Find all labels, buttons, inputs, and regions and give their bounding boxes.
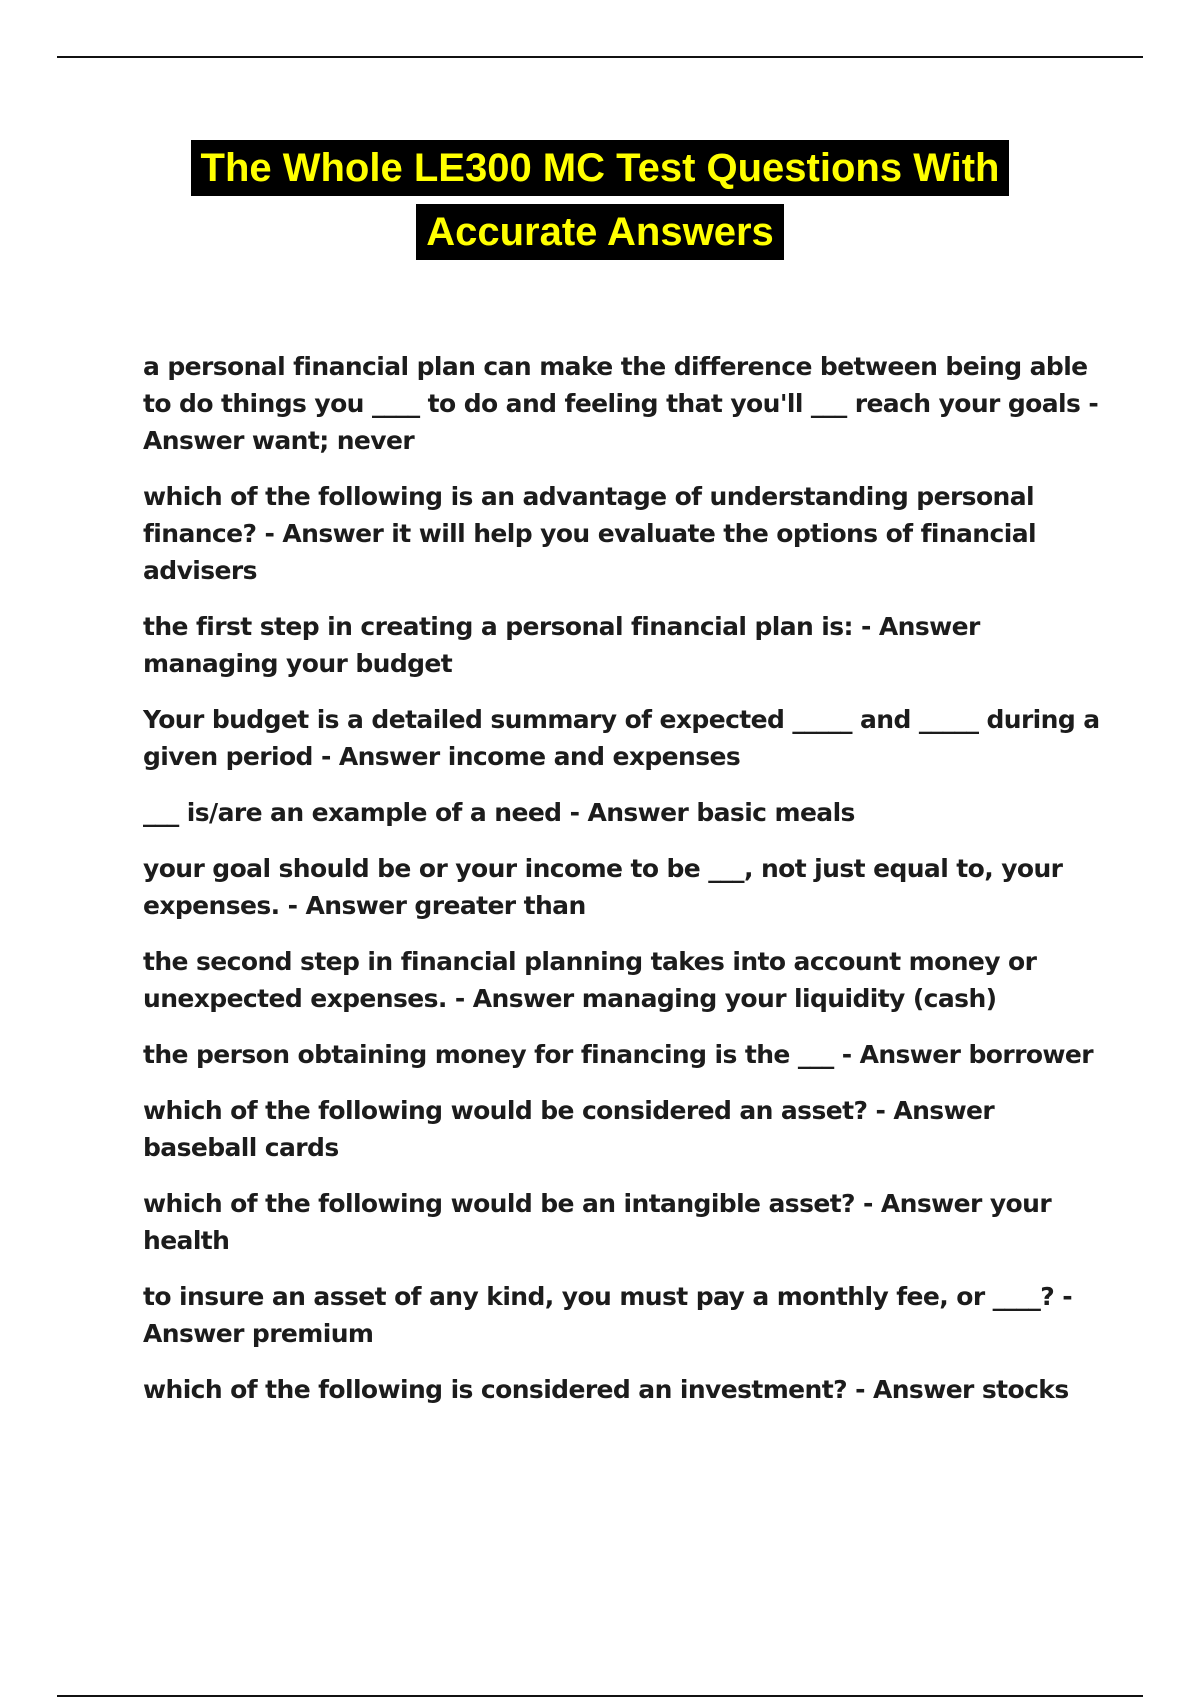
qa-item: which of the following would be an intangible asset? - Answer your health xyxy=(143,1189,1052,1255)
qa-item: the second step in financial planning takes into account money or unexpected expenses. - Answer managing your liquidity (cash) xyxy=(143,947,1037,1013)
title-line-1: The Whole LE300 MC Test Questions With xyxy=(191,140,1010,196)
question-answer-list xyxy=(143,348,1103,1427)
qa-item: your goal should be or your income to be ___, not just equal to, your expenses. - Answer greater than xyxy=(143,854,1063,920)
qa-item: which of the following would be considered an asset? - Answer baseball cards xyxy=(143,1096,995,1162)
qa-item: a personal financial plan can make the difference between being able to do things you ____ to do and feeling that you'll ___ reach your goals - Answer want; never xyxy=(143,352,1099,455)
document-title xyxy=(0,140,1200,268)
qa-item: to insure an asset of any kind, you must pay a monthly fee, or ____? - Answer premium xyxy=(143,1282,1073,1348)
qa-item: Your budget is a detailed summary of expected _____ and _____ during a given period - Answer income and expenses xyxy=(143,705,1100,771)
qa-item: the first step in creating a personal financial plan is: - Answer managing your budget xyxy=(143,612,980,678)
qa-item: ___ is/are an example of a need - Answer basic meals xyxy=(143,798,855,827)
qa-item: which of the following is considered an investment? - Answer stocks xyxy=(143,1375,1069,1404)
qa-item: which of the following is an advantage of understanding personal finance? - Answer it will help you evaluate the options of financial advisers xyxy=(143,482,1036,585)
footer-rule xyxy=(57,1695,1143,1697)
header-rule xyxy=(57,56,1143,58)
qa-item: the person obtaining money for financing is the ___ - Answer borrower xyxy=(143,1040,1093,1069)
title-line-2: Accurate Answers xyxy=(416,204,784,260)
